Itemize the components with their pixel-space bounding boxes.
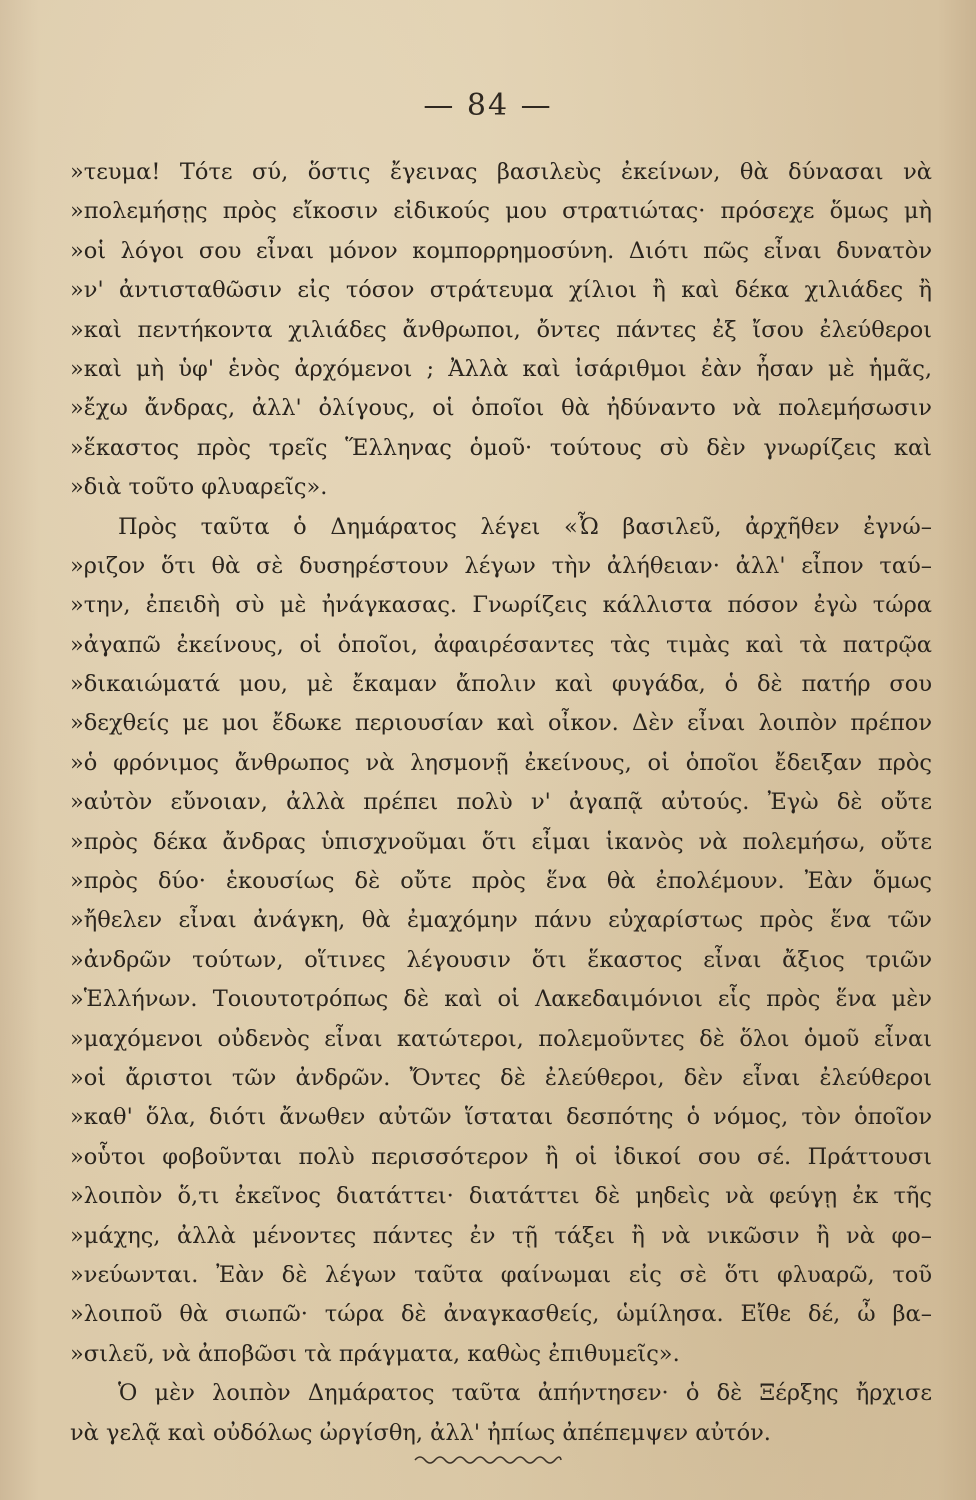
text-line: »νεύωνται. Ἐὰν δὲ λέγων ταῦτα φαίνωμαι εἰς σὲ ὅτι φλυαρῶ, τοῦ: [70, 1261, 932, 1288]
text-line: »λοιπὸν ὅ,τι ἐκεῖνος διατάττει· διατάττει δὲ μηδεὶς νὰ φεύγῃ ἐκ τῆς: [70, 1183, 932, 1210]
end-ornament: [0, 1452, 976, 1472]
text-line: »Ἑλλήνων. Τοιουτοτρόπως δὲ καὶ οἱ Λακεδαιμόνιοι εἷς πρὸς ἕνα μὲν: [70, 986, 932, 1013]
text-line: »ἤθελεν εἶναι ἀνάγκη, θὰ ἐμαχόμην πάνυ εὐχαρίστως πρὸς ἕνα τῶν: [70, 907, 932, 934]
text-line: »πρὸς δύο· ἑκουσίως δὲ οὔτε πρὸς ἕνα θὰ ἐπολέμουν. Ἐὰν ὅμως: [70, 868, 932, 895]
text-line: »καὶ πεντήκοντα χιλιάδες ἄνθρωποι, ὄντες πάντες ἐξ ἴσου ἐλεύθεροι: [70, 316, 932, 343]
text-line: »καὶ μὴ ὑφ' ἑνὸς ἀρχόμενοι ; Ἀλλὰ καὶ ἰσάριθμοι ἐὰν ἦσαν μὲ ἡμᾶς,: [70, 355, 932, 382]
text-line: Πρὸς ταῦτα ὁ Δημάρατος λέγει «Ὦ βασιλεῦ, ἀρχῆθεν ἐγνώ–: [118, 513, 932, 540]
text-line: »ἀνδρῶν τούτων, οἵτινες λέγουσιν ὅτι ἕκαστος εἶναι ἄξιος τριῶν: [70, 946, 932, 973]
text-line: »λοιποῦ θὰ σιωπῶ· τώρα δὲ ἀναγκασθείς, ὡμίλησα. Εἴθε δέ, ὦ βα–: [70, 1301, 932, 1328]
text-line: »μάχης, ἀλλὰ μένοντες πάντες ἐν τῇ τάξει ἢ νὰ νικῶσιν ἢ νὰ φο–: [70, 1222, 932, 1249]
text-line: »ὁ φρόνιμος ἄνθρωπος νὰ λησμονῇ ἐκείνους, οἱ ὁποῖοι ἔδειξαν πρὸς: [70, 749, 932, 776]
text-line: »τευμα! Τότε σύ, ὅστις ἔγεινας βασιλεὺς ἐκείνων, θὰ δύνασαι νὰ: [70, 159, 932, 185]
text-line: »ἔχω ἄνδρας, ἀλλ' ὀλίγους, οἱ ὁποῖοι θὰ ἠδύναντο νὰ πολεμήσωσιν: [70, 395, 932, 422]
page-number: — 84 —: [423, 88, 553, 123]
text-line: »ν' ἀντισταθῶσιν εἰς τόσον στράτευμα χίλιοι ἢ καὶ δέκα χιλιάδες ἢ: [70, 277, 932, 304]
text-line: »δικαιώματά μου, μὲ ἔκαμαν ἄπολιν καὶ φυγάδα, ὁ δὲ πατήρ σου: [70, 671, 932, 698]
text-line: »σιλεῦ, νὰ ἀποβῶσι τὰ πράγματα, καθὼς ἐπιθυμεῖς».: [70, 1340, 680, 1367]
text-line: »αὐτὸν εὔνοιαν, ἀλλὰ πρέπει πολὺ ν' ἀγαπᾷ αὐτούς. Ἐγὼ δὲ οὔτε: [70, 789, 932, 816]
text-line: »ἀγαπῶ ἐκείνους, οἱ ὁποῖοι, ἀφαιρέσαντες τὰς τιμὰς καὶ τὰ πατρῷα: [70, 631, 932, 658]
wave-ornament-icon: [413, 1452, 563, 1468]
text-line: »ἕκαστος πρὸς τρεῖς Ἕλληνας ὁμοῦ· τούτους σὺ δὲν γνωρίζεις καὶ: [70, 434, 932, 461]
text-line: »διὰ τοῦτο φλυαρεῖς».: [70, 474, 328, 501]
text-line: νὰ γελᾷ καὶ οὐδόλως ὠργίσθη, ἀλλ' ἠπίως ἀπέπεμψεν αὐτόν.: [70, 1419, 771, 1446]
text-line: Ὁ μὲν λοιπὸν Δημάρατος ταῦτα ἀπήντησεν· ὁ δὲ Ξέρξης ἤρχισε: [118, 1380, 932, 1407]
text-line: »μαχόμενοι οὐδενὸς εἶναι κατώτεροι, πολεμοῦντες δὲ ὅλοι ὁμοῦ εἶναι: [70, 1025, 932, 1052]
text-line: »πρὸς δέκα ἄνδρας ὑπισχνοῦμαι ὅτι εἶμαι ἱκανὸς νὰ πολεμήσω, οὔτε: [70, 828, 932, 855]
text-line: »δεχθείς με μοι ἔδωκε περιουσίαν καὶ οἶκον. Δὲν εἶναι λοιπὸν πρέπον: [70, 710, 932, 737]
text-line: »οὗτοι φοβοῦνται πολὺ περισσότερον ἢ οἱ ἰδικοί σου σέ. Πράττουσι: [70, 1143, 932, 1170]
text-line: »πολεμήσῃς πρὸς εἴκοσιν εἰδικούς μου στρατιώτας· πρόσεχε ὅμως μὴ: [70, 198, 932, 225]
text-line: »καθ' ὅλα, διότι ἄνωθεν αὐτῶν ἵσταται δεσπότης ὁ νόμος, τὸν ὁποῖον: [70, 1104, 932, 1131]
body-text: [70, 153, 932, 1453]
text-line: »οἱ ἄριστοι τῶν ἀνδρῶν. Ὄντες δὲ ἐλεύθεροι, δὲν εἶναι ἐλεύθεροι: [70, 1064, 932, 1091]
text-line: »την, ἐπειδὴ σὺ μὲ ἠνάγκασας. Γνωρίζεις κάλλιστα πόσον ἐγὼ τώρα: [70, 592, 932, 619]
text-line: »οἱ λόγοι σου εἶναι μόνον κομπορρημοσύνη. Διότι πῶς εἶναι δυνατὸν: [70, 237, 932, 264]
text-line: »ριζον ὅτι θὰ σὲ δυσηρέστουν λέγων τὴν ἀλήθειαν· ἀλλ' εἶπον ταύ–: [70, 552, 932, 579]
